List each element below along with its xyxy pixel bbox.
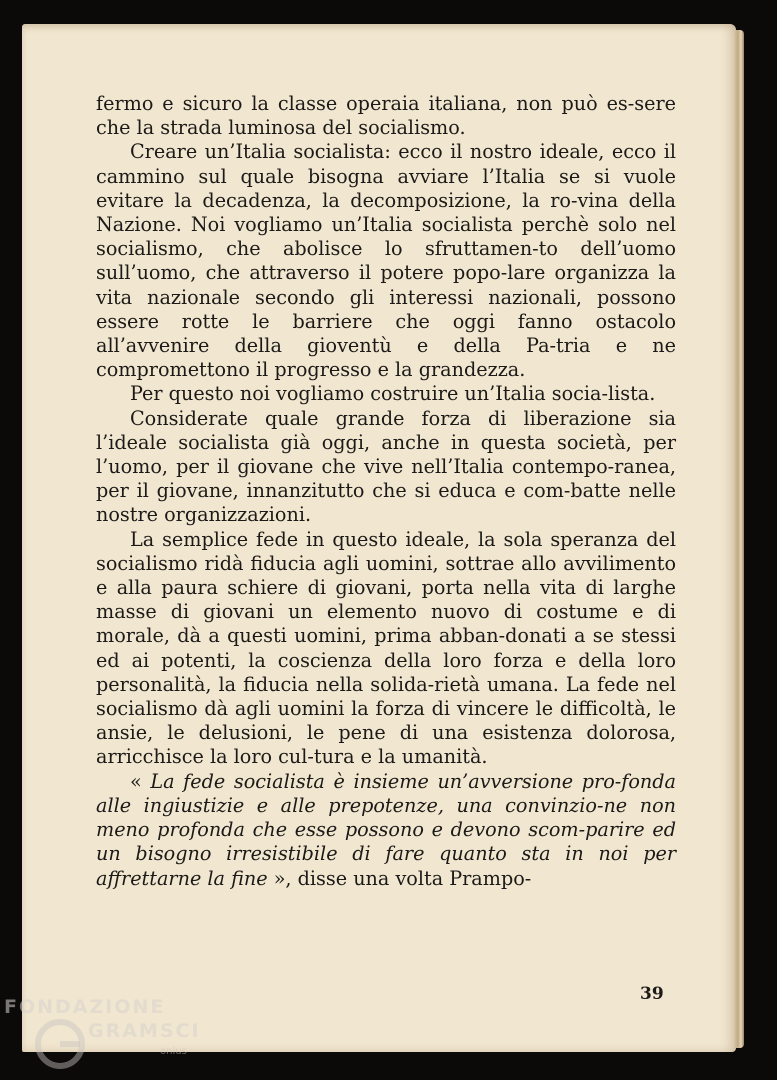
quote-paragraph (96, 770, 676, 891)
paragraph-4: Considerate quale grande forza di liberazione sia l’ideale socialista già oggi, anche in questa società, per l’uomo, per il giovane che vive nell’Italia contempo-ranea, per il giovane, innanzitutto che si educa e com-batte nelle nostre organizzazioni. (96, 406, 676, 527)
quote-open-mark: « (130, 769, 151, 793)
watermark-line2: GRAMSCI (88, 1020, 201, 1042)
paragraph-3: Per questo noi vogliamo costruire un’Italia socia-lista. (130, 382, 656, 406)
body-text (96, 92, 676, 891)
paragraph-1: fermo e sicuro la classe operaia italiana, non può es-sere che la strada luminosa del socialismo. (96, 92, 676, 140)
page-edge (734, 30, 744, 1048)
paragraph-5: La semplice fede in questo ideale, la sola speranza del socialismo ridà fiducia agli uomini, sottrae allo avvilimento e alla paura schiere di giovani, porta nella vita di larghe masse di giovani un elemento nuovo di costume e di morale, dà a questi uomini, prima abban-donati a se stessi ed ai potenti, la coscienza della loro forza e della loro personalità, la fiducia nella solida-rietà umana. La fede nel socialismo dà agli uomini la forza di vincere le difficoltà, le ansie, le delusioni, le pene di una esistenza dolorosa, arricchisce la loro cul-tura e la umanità. (96, 527, 676, 769)
watermark (4, 992, 204, 1078)
page-number: 39 (640, 984, 664, 1004)
watermark-line1: FONDAZIONE (4, 996, 166, 1018)
paragraph-2: Creare un’Italia socialista: ecco il nostro ideale, ecco il cammino sul quale bisogna avviare l’Italia se si vuole evitare la decadenza, la decomposizione, la ro-vina della Nazione. Noi vogliamo un’Italia socialista perchè solo nel socialismo, che abolisce lo sfruttamen-to dell’uomo sull’uomo, che attraverso il potere popo-lare organizza la vita nazionale secondo gli interessi nazionali, possono essere rotte le barriere che oggi fanno ostacolo all’avvenire della gioventù e della Pa-tria e ne compromettono il progresso e la grandezza. (96, 140, 676, 382)
quote-italic-text: La fede socialista è insieme un’avversione pro-fonda alle ingiustizie e alle prepotenze, una convinzio-ne non meno profonda che esse possono e devono scom-parire ed un bisogno irresistibile di fare quanto sta in noi per affrettarne la fine (96, 769, 676, 890)
quote-close-text: », disse una volta Prampo- (267, 866, 532, 890)
watermark-suffix: onlus (160, 1046, 187, 1057)
watermark-logo-icon (30, 1014, 90, 1074)
